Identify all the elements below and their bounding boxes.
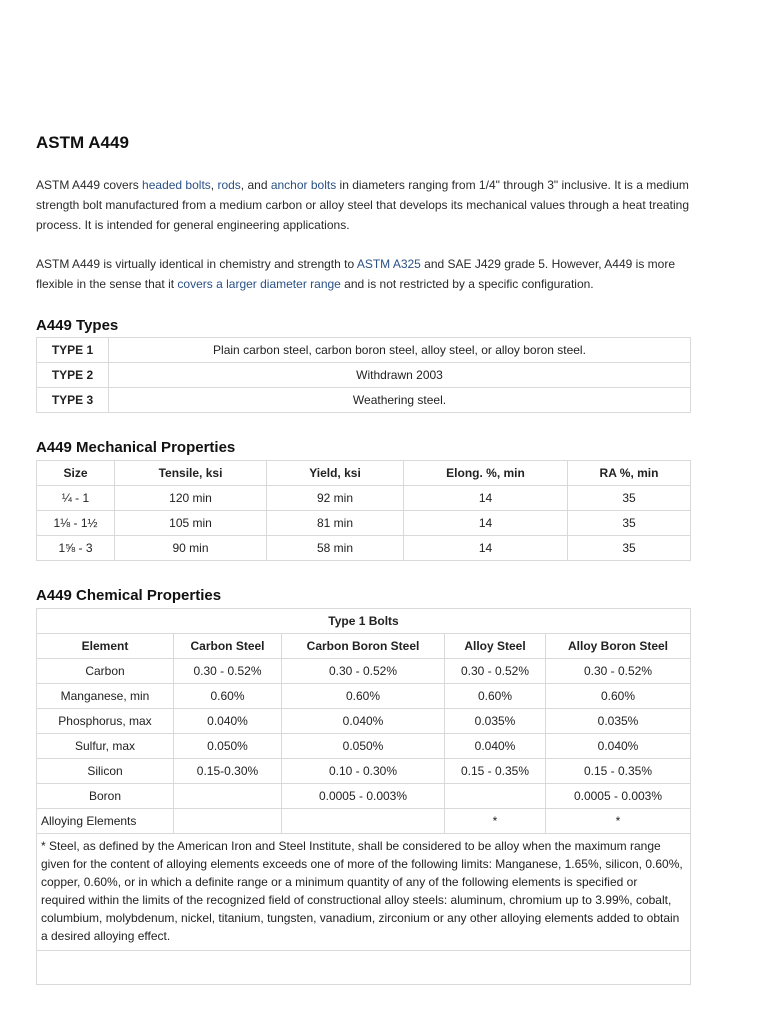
column-header: Alloy Boron Steel [546, 634, 691, 659]
text-span: , [210, 178, 218, 192]
text-span: and SAE J429 grade 5. However, A449 is more flexible in the sense that it [36, 257, 675, 291]
table-cell: 81 min [267, 511, 404, 536]
types-heading: A449 Types [36, 317, 119, 334]
type-cell: TYPE 3 [37, 388, 109, 413]
table-cell: 0.035% [445, 709, 546, 734]
table-header-row [37, 634, 691, 659]
table-cell: 1⅛ - 1½ [37, 511, 115, 536]
table-cell: 0.30 - 0.52% [282, 659, 445, 684]
table-row [37, 734, 691, 759]
page-title: ASTM A449 [36, 133, 129, 152]
table-row [37, 511, 691, 536]
column-header: Carbon Boron Steel [282, 634, 445, 659]
group-header: Type 1 Bolts [37, 609, 691, 634]
table-cell: 0.040% [282, 709, 445, 734]
table-group-header-row [37, 609, 691, 634]
headed-bolts-link[interactable]: headed bolts [142, 178, 211, 192]
table-cell: 0.15 - 0.35% [445, 759, 546, 784]
table-cell: 14 [404, 511, 568, 536]
table-header-row [37, 461, 691, 486]
astm-a325-link[interactable]: ASTM A325 [356, 257, 421, 271]
blank-row [37, 951, 691, 985]
intro-paragraph-1 [36, 175, 696, 235]
table-row [37, 363, 691, 388]
diameter-range-link[interactable]: covers a larger diameter range [177, 277, 341, 291]
anchor-bolts-link[interactable]: anchor bolts [270, 178, 337, 192]
table-cell: 0.040% [546, 734, 691, 759]
table-cell: 0.050% [174, 734, 282, 759]
table-cell [174, 784, 282, 809]
text-span: , and [240, 178, 271, 192]
table-cell: * [546, 809, 691, 834]
rods-link[interactable]: rods [217, 178, 241, 192]
column-header: Carbon Steel [174, 634, 282, 659]
table-cell: 35 [568, 486, 691, 511]
table-cell: Manganese, min [37, 684, 174, 709]
column-header: RA %, min [568, 461, 691, 486]
table-cell: 0.60% [282, 684, 445, 709]
table-cell: 0.15 - 0.35% [546, 759, 691, 784]
table-row [37, 338, 691, 363]
table-row [37, 388, 691, 413]
column-header: Tensile, ksi [115, 461, 267, 486]
table-cell: 58 min [267, 536, 404, 561]
chemical-table [36, 608, 691, 985]
types-table [36, 337, 691, 413]
table-cell: 0.15-0.30% [174, 759, 282, 784]
table-cell [445, 784, 546, 809]
intro-paragraph-2 [36, 254, 696, 294]
type-desc-cell: Plain carbon steel, carbon boron steel, alloy steel, or alloy boron steel. [109, 338, 691, 363]
table-cell: 35 [568, 511, 691, 536]
table-row [37, 659, 691, 684]
table-cell: Alloying Elements [37, 809, 174, 834]
table-row [37, 486, 691, 511]
table-cell: 0.30 - 0.52% [445, 659, 546, 684]
table-cell: 0.60% [174, 684, 282, 709]
table-cell: 90 min [115, 536, 267, 561]
column-header: Yield, ksi [267, 461, 404, 486]
table-cell: 0.050% [282, 734, 445, 759]
table-cell: 0.040% [445, 734, 546, 759]
table-row [37, 759, 691, 784]
type-desc-cell: Withdrawn 2003 [109, 363, 691, 388]
table-cell: ¼ - 1 [37, 486, 115, 511]
table-cell: 0.040% [174, 709, 282, 734]
footnote-row [37, 834, 691, 951]
type-cell: TYPE 1 [37, 338, 109, 363]
table-cell: 0.60% [445, 684, 546, 709]
column-header: Alloy Steel [445, 634, 546, 659]
table-cell [282, 809, 445, 834]
table-cell: 14 [404, 536, 568, 561]
table-cell: 0.60% [546, 684, 691, 709]
text-span: and is not restricted by a specific configuration. [340, 277, 594, 291]
mechanical-table [36, 460, 691, 561]
text-span: in diameters ranging from 1/4" through 3" inclusive. It is a medium strength bolt manufactured from a medium carbon or alloy steel that develops its mechanical values through a heat treating process. It is intended for general engineering applications. [36, 178, 690, 232]
type-desc-cell: Weathering steel. [109, 388, 691, 413]
table-cell: 0.0005 - 0.003% [282, 784, 445, 809]
footnote: * Steel, as defined by the American Iron and Steel Institute, shall be considered to be alloy when the maximum range given for the content of alloying elements exceeds one of more of the following limits: Manganese, 1.65%, silicon, 0.60%, copper, 0.60%, or in which a definite range or a minimum quantity of any of the following elements is specified or required within the limits of the recognized field of constructional alloy steels: aluminum, chromium up to 3.99%, cobalt, columbium, molybdenum, nickel, titanium, tungsten, vanadium, zirconium or any other alloying elements added to obtain a desired alloying effect. [37, 834, 691, 951]
table-row [37, 536, 691, 561]
table-cell: 35 [568, 536, 691, 561]
table-cell: 0.30 - 0.52% [546, 659, 691, 684]
table-cell: Boron [37, 784, 174, 809]
column-header: Elong. %, min [404, 461, 568, 486]
blank-cell [37, 951, 691, 985]
table-cell: 0.035% [546, 709, 691, 734]
table-cell: 0.30 - 0.52% [174, 659, 282, 684]
table-cell: 92 min [267, 486, 404, 511]
table-row [37, 809, 691, 834]
table-cell: Phosphorus, max [37, 709, 174, 734]
text-span: ASTM A449 is virtually identical in chemistry and strength to [36, 257, 357, 271]
column-header: Size [37, 461, 115, 486]
table-row [37, 784, 691, 809]
table-cell: 0.10 - 0.30% [282, 759, 445, 784]
table-cell: 1⅝ - 3 [37, 536, 115, 561]
table-cell: Carbon [37, 659, 174, 684]
table-cell: Silicon [37, 759, 174, 784]
table-cell: 14 [404, 486, 568, 511]
mechanical-heading: A449 Mechanical Properties [36, 439, 236, 456]
table-row [37, 684, 691, 709]
table-cell: 105 min [115, 511, 267, 536]
column-header: Element [37, 634, 174, 659]
table-cell: 120 min [115, 486, 267, 511]
text-span: ASTM A449 covers [36, 178, 143, 192]
table-cell: Sulfur, max [37, 734, 174, 759]
type-cell: TYPE 2 [37, 363, 109, 388]
chemical-heading: A449 Chemical Properties [36, 587, 222, 604]
table-cell: 0.0005 - 0.003% [546, 784, 691, 809]
table-row [37, 709, 691, 734]
table-cell: * [445, 809, 546, 834]
table-cell [174, 809, 282, 834]
